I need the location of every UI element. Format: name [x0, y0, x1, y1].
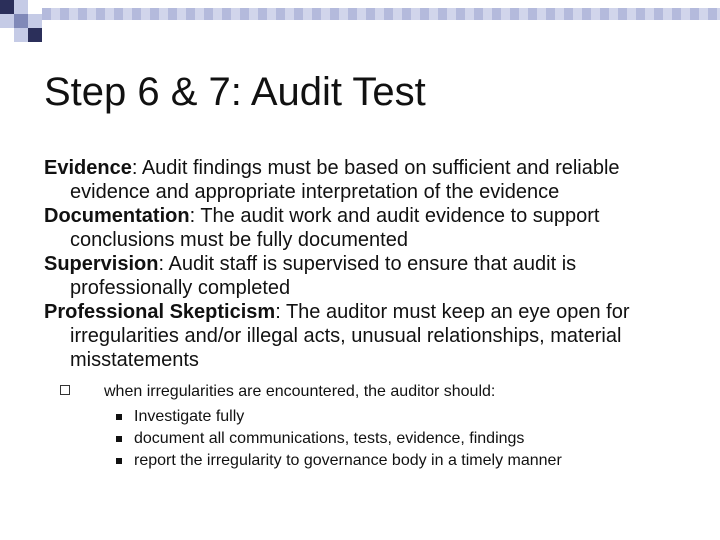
item-term: Supervision — [44, 253, 159, 275]
list-item — [44, 252, 684, 300]
square-bullet-icon — [116, 414, 122, 420]
item-text: : Audit findings must be based on sufficient and reliable evidence and appropriate interpretation of the evidence — [70, 157, 620, 203]
square-bullet-icon — [116, 436, 122, 442]
slide-body — [44, 156, 684, 472]
square-bullet-icon — [116, 458, 122, 464]
sub-list-item-text: document all communications, tests, evidence, findings — [134, 430, 525, 447]
corner-square — [14, 14, 28, 28]
list-item — [44, 204, 684, 252]
sub-point-text: when irregularities are encountered, the auditor should: — [104, 383, 496, 400]
corner-square — [28, 14, 42, 28]
sub-point — [104, 382, 684, 402]
header-stripe — [42, 8, 720, 20]
list-item — [44, 300, 684, 372]
slide-title: Step 6 & 7: Audit Test — [44, 70, 426, 114]
sub-list-item-text: Investigate fully — [134, 408, 245, 425]
corner-square — [28, 28, 42, 42]
sub-list-item — [134, 450, 684, 472]
corner-square — [0, 28, 14, 42]
item-text: : The auditor must keep an eye open for irregularities and/or illegal acts, unusual relationships, material misstatements — [70, 301, 630, 371]
corner-square — [0, 0, 14, 14]
item-text: : The audit work and audit evidence to support conclusions must be fully documented — [70, 205, 600, 251]
corner-square — [14, 0, 28, 14]
sub-list — [134, 406, 684, 472]
sub-list-item-text: report the irregularity to governance body in a timely manner — [134, 452, 562, 469]
hollow-square-bullet-icon — [60, 385, 70, 395]
corner-square — [28, 0, 42, 14]
item-term: Professional Skepticism — [44, 301, 276, 323]
item-term: Evidence — [44, 157, 132, 179]
corner-square — [0, 14, 14, 28]
list-item — [44, 156, 684, 204]
item-term: Documentation — [44, 205, 190, 227]
item-text: : Audit staff is supervised to ensure that audit is professionally completed — [70, 253, 577, 299]
sub-list-item — [134, 406, 684, 428]
sub-list-item — [134, 428, 684, 450]
corner-square — [14, 28, 28, 42]
